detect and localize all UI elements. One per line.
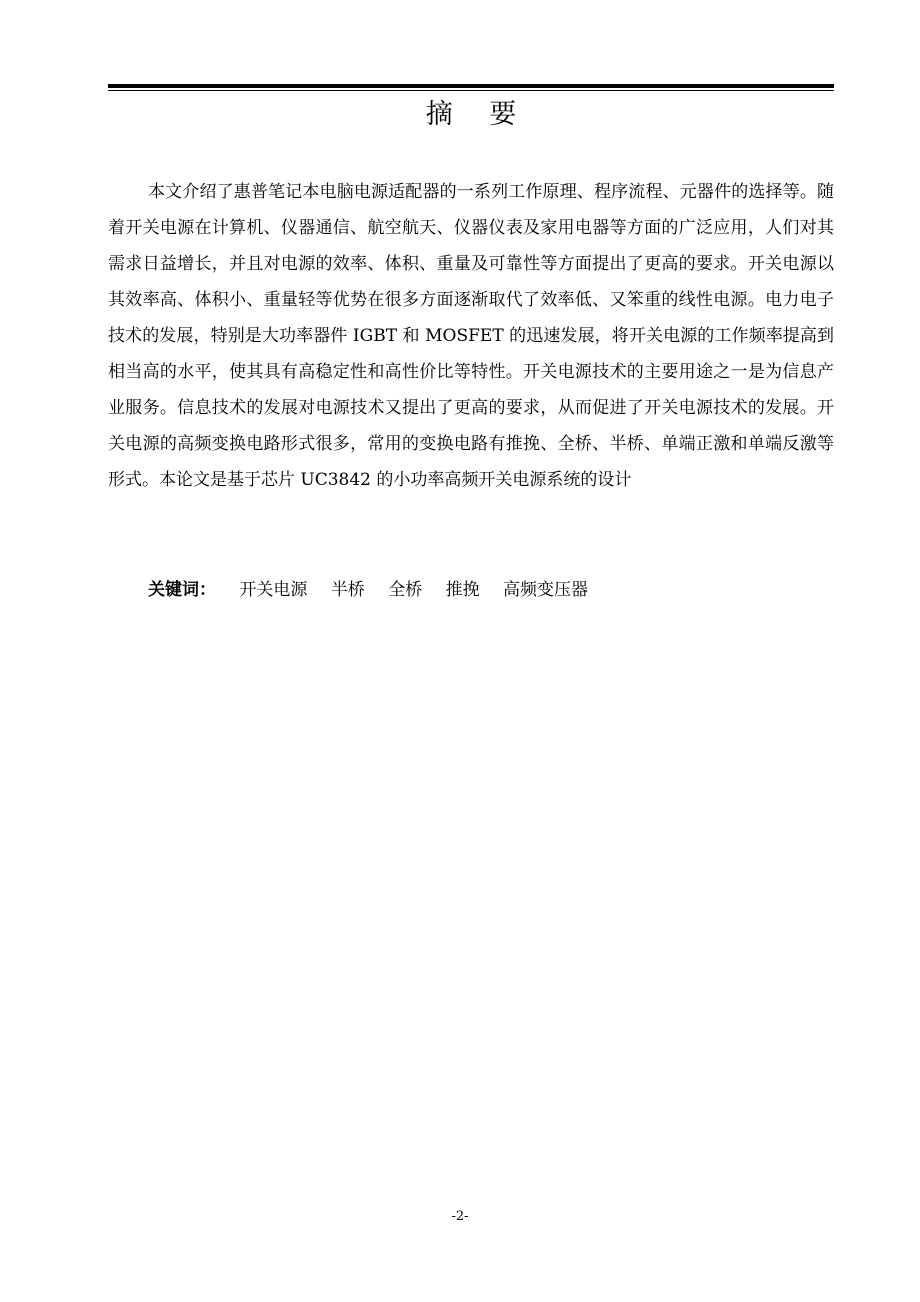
- header-rule-thin: [108, 90, 834, 91]
- keyword-item: 高频变压器: [503, 580, 589, 600]
- page-title: 摘 要: [425, 99, 531, 130]
- keyword-item: 半桥: [330, 580, 365, 600]
- keyword-item: 推挽: [445, 580, 480, 600]
- keyword-item: 全桥: [388, 580, 423, 600]
- keywords-label: 关键词：: [148, 580, 216, 600]
- keywords-line: [148, 574, 606, 606]
- page-number: -2-: [451, 1209, 469, 1224]
- abstract-paragraph: 本文介绍了惠普笔记本电脑电源适配器的一系列工作原理、程序流程、元器件的选择等。随着开关电源在计算机、仪器通信、航空航天、仪器仪表及家用电器等方面的广泛应用，人们对其需求日益增长，并且对电源的效率、体积、重量及可靠性等方面提出了更高的要求。开关电源以其效率高、体积小、重量轻等优势在很多方面逐渐取代了效率低、又笨重的线性电源。电力电子技术的发展，特别是大功率器件 IGBT 和 MOSFET 的迅速发展，将开关电源的工作频率提高到相当高的水平，使其具有高稳定性和高性价比等特性。开关电源技术的主要用途之一是为信息产业服务。信息技术的发展对电源技术又提出了更高的要求，从而促进了开关电源技术的发展。开关电源的高频变换电路形式很多，常用的变换电路有推挽、全桥、半桥、单端正激和单端反激等形式。本论文是基于芯片 UC3842 的小功率高频开关电源系统的设计: [108, 182, 834, 490]
- keyword-item: 开关电源: [239, 580, 308, 600]
- header-rule-thick: [108, 84, 834, 88]
